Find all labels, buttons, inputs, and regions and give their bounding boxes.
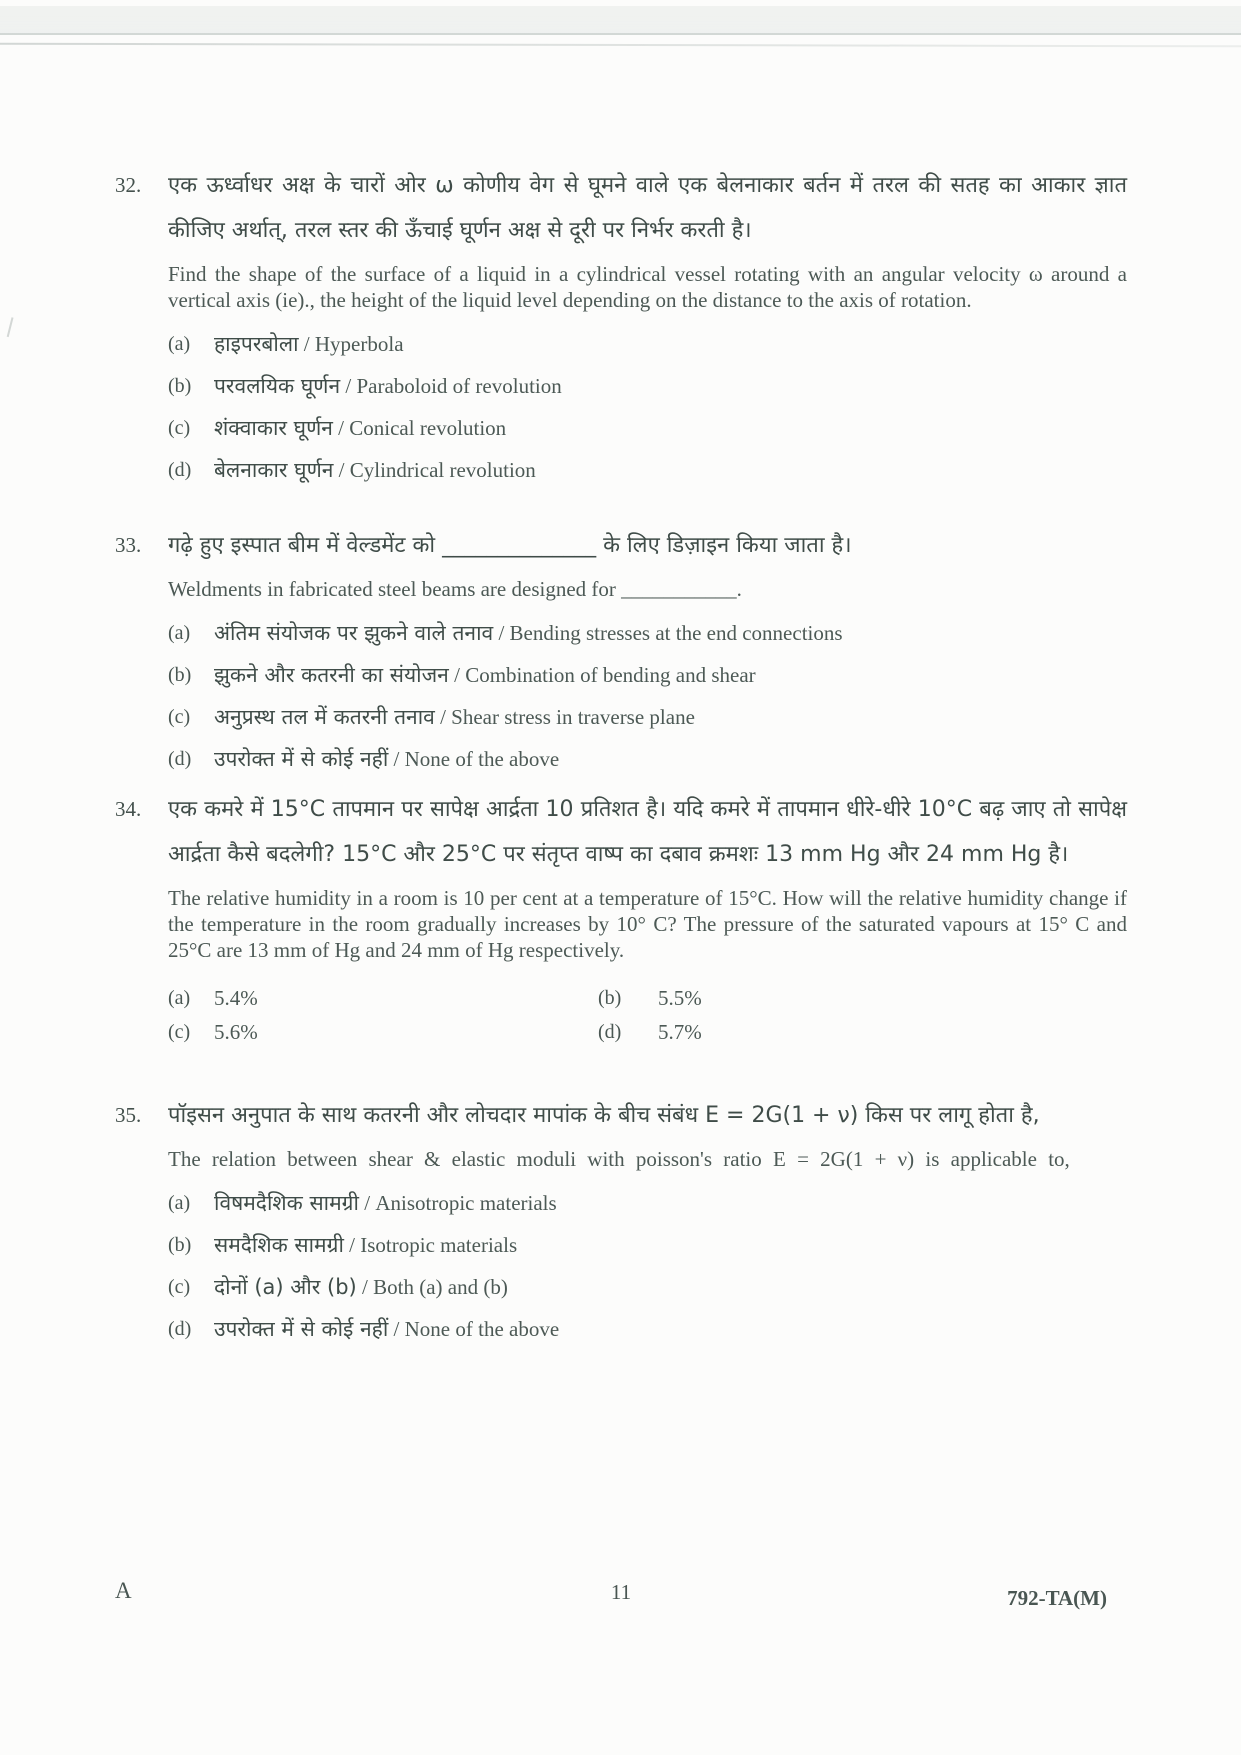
option-value: 5.7%: [658, 1020, 702, 1044]
option-value: 5.4%: [214, 986, 258, 1010]
option-label: (b): [168, 664, 192, 686]
question-number: 34.: [115, 797, 142, 821]
option-row: [168, 744, 1127, 774]
option-text-english: Hyperbola: [314, 332, 404, 356]
question-34: [115, 787, 1127, 1045]
option-text-hindi: अनुप्रस्थ तल में कतरनी तनाव: [214, 705, 435, 729]
question-text-hindi: एक ऊर्ध्वाधर अक्ष के चारों ओर ω कोणीय वेग से घूमने वाले एक बेलनाकार बर्तन में तरल की सतह का आकार ज्ञात कीजिए अर्थात्, तरल स्तर की ऊँचाई घूर्णन अक्ष से दूरी पर निर्भर करती है।: [168, 173, 1127, 243]
option-text-hindi: उपरोक्त में से कोई नहीं: [214, 1317, 389, 1341]
question-32: [115, 163, 1127, 497]
options-group: [168, 1188, 1127, 1344]
option-text: [214, 329, 1127, 359]
option-row: [168, 371, 1127, 401]
option-label: (a): [168, 987, 191, 1009]
option-label: (a): [168, 1192, 191, 1214]
option-text-hindi: परवलयिक घूर्णन: [214, 374, 341, 398]
option-text-hindi: हाइपरबोला: [214, 332, 299, 356]
scan-artifact-line: [0, 43, 1241, 48]
options-group: [168, 985, 1127, 1045]
option-text: [214, 744, 1127, 774]
question-35: [115, 1093, 1127, 1356]
option-text-english: Cylindrical revolution: [349, 458, 536, 482]
option-label: (c): [168, 1276, 191, 1298]
option-text-english: Conical revolution: [349, 416, 507, 440]
option-text-english: Both (a) and (b): [373, 1275, 508, 1299]
option-text: [214, 618, 1127, 648]
option-text-hindi: उपरोक्त में से कोई नहीं: [214, 747, 389, 771]
option-text: [214, 1230, 1127, 1260]
options-group: [168, 329, 1127, 485]
booklet-series-label: A: [115, 1578, 132, 1603]
option-label: (d): [168, 1318, 192, 1340]
option-separator: /: [333, 458, 350, 482]
option-separator: /: [388, 747, 405, 771]
question-text-hindi: गढ़े हुए इस्पात बीम में वेल्डमेंट को ______________ के लिए डिज़ाइन किया जाता है।: [168, 533, 852, 558]
question-text-english: Find the shape of the surface of a liquid in a cylindrical vessel rotating with an angular velocity ω around a vertical axis (ie)., the height of the liquid level depending on the distance to the axis of rotation.: [168, 262, 1127, 312]
option-row: [168, 413, 1127, 443]
option-separator: /: [493, 621, 510, 645]
option-separator: /: [388, 1317, 405, 1341]
option-text: [214, 1188, 1127, 1218]
option-separator: /: [332, 416, 350, 440]
question-body: [168, 523, 1127, 786]
option-value: 5.5%: [658, 986, 702, 1010]
option-text-hindi: शंक्वाकार घूर्णन: [214, 416, 333, 440]
option-value: 5.6%: [214, 1020, 258, 1044]
question-number: 32.: [115, 173, 142, 197]
option-separator: /: [358, 1191, 376, 1215]
option-text-hindi: बेलनाकार घूर्णन: [214, 458, 334, 482]
option-text: [214, 371, 1127, 401]
option-text-english: Paraboloid of revolution: [356, 374, 562, 398]
option-label: (b): [168, 375, 192, 397]
option-label: (c): [168, 417, 191, 439]
question-text-hindi: एक कमरे में 15°C तापमान पर सापेक्ष आर्द्रता 10 प्रतिशत है। यदि कमरे में तापमान धीरे-धीरे 10°C बढ़ जाए तो सापेक्ष आर्द्रता कैसे बदलेगी? 15°C और 25°C पर संतृप्त वाष्प का दबाव क्रमशः 13 mm Hg और 24 mm Hg है।: [168, 797, 1127, 867]
paper-code: 792-TA(M): [1007, 1586, 1107, 1610]
option-label: (d): [168, 748, 192, 770]
option-label: (a): [168, 333, 191, 355]
option-label: (c): [168, 706, 191, 728]
option-separator: /: [298, 332, 315, 356]
option-text-english: Isotropic materials: [360, 1233, 518, 1257]
option-text-english: Combination of bending and shear: [465, 663, 756, 687]
options-group: [168, 618, 1127, 774]
option-separator: /: [343, 1233, 361, 1257]
option-text-hindi: समदैशिक सामग्री: [214, 1233, 344, 1257]
question-text-english: The relative humidity in a room is 10 per cent at a temperature of 15°C. How will the relative humidity change if the temperature in the room gradually increases by 10° C? The pressure of the saturated vapours at 15° C and 25°C are 13 mm of Hg and 24 mm of Hg respectively.: [168, 886, 1127, 962]
question-text-english: Weldments in fabricated steel beams are designed for ___________.: [168, 577, 742, 601]
option-row: [168, 1272, 1127, 1302]
option-separator: /: [340, 374, 357, 398]
option-row: [168, 702, 1127, 732]
question-text-hindi: पॉइसन अनुपात के साथ कतरनी और लोचदार मापांक के बीच संबंध E = 2G(1 + ν) किस पर लागू होता है,: [168, 1103, 1040, 1128]
option-separator: /: [448, 663, 466, 687]
question-number: 35.: [115, 1103, 142, 1127]
option-label: (b): [168, 1234, 192, 1256]
option-row: [168, 1230, 1127, 1260]
option-row: [168, 660, 1127, 690]
option-label: (c): [168, 1021, 191, 1043]
option-separator: /: [356, 1275, 374, 1299]
question-text-english: The relation between shear & elastic moduli with poisson's ratio E = 2G(1 + ν) is applicable to,: [168, 1147, 1070, 1171]
option-text-english: None of the above: [404, 747, 560, 771]
option-text-hindi: विषमदैशिक सामग्री: [214, 1191, 359, 1215]
option-label: (d): [598, 1021, 622, 1043]
question-body: [168, 787, 1127, 1045]
option-row: [168, 618, 1127, 648]
option-text: [214, 660, 1127, 690]
option-text-english: Anisotropic materials: [375, 1191, 557, 1215]
question-number: 33.: [115, 533, 142, 557]
option-text-hindi: दोनों (a) और (b): [214, 1275, 357, 1299]
scan-artifact-band: [0, 6, 1241, 35]
option-label: (b): [598, 987, 622, 1009]
option-row: [168, 329, 1127, 359]
option-separator: /: [434, 705, 452, 729]
option-text-english: Bending stresses at the end connections: [509, 621, 843, 645]
option-row: [168, 1314, 1127, 1344]
option-row: [168, 455, 1127, 485]
scan-artifact-margin-mark: [7, 317, 21, 339]
option-text: [214, 1314, 1127, 1344]
option-text-english: Shear stress in traverse plane: [451, 705, 695, 729]
option-text-hindi: अंतिम संयोजक पर झुकने वाले तनाव: [214, 621, 494, 645]
question-33: [115, 523, 1127, 786]
option-text: [214, 702, 1127, 732]
option-text: [214, 1272, 1127, 1302]
option-label: (d): [168, 459, 192, 481]
page-number: 11: [610, 1580, 632, 1604]
option-label: (a): [168, 622, 191, 644]
option-text: [214, 455, 1127, 485]
question-body: [168, 1093, 1127, 1356]
question-body: [168, 163, 1127, 497]
option-row: [168, 1188, 1127, 1218]
option-text-hindi: झुकने और कतरनी का संयोजन: [214, 663, 449, 687]
option-text: [214, 413, 1127, 443]
option-text-english: None of the above: [404, 1317, 560, 1341]
